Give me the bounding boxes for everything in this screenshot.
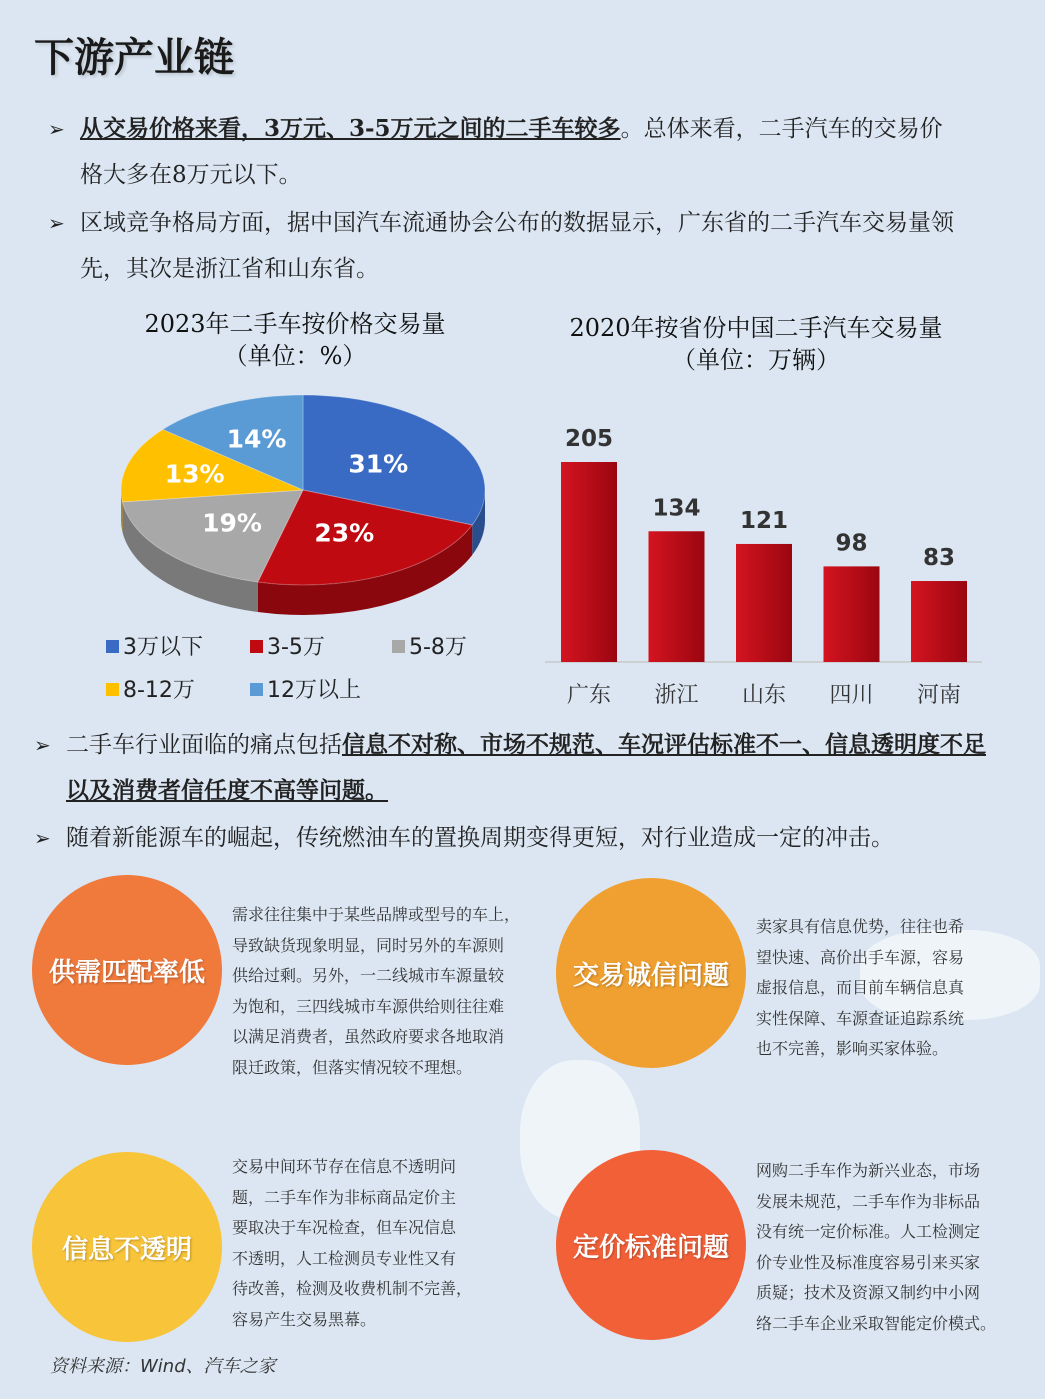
bullet-pain-highlight: 信息不对称、市场不规范、车况评估标准不一、信息透明度不足以及消费者信任度不高等问题。: [66, 731, 986, 804]
card-label: 定价标准问题: [572, 1232, 729, 1263]
bar-data-label: 205: [564, 426, 614, 452]
card-circle-pricing: [556, 1150, 746, 1340]
card-label: 信息不透明: [61, 1234, 192, 1265]
bullet-price-rest: 。总体来看，二手汽车的交易价格大多在8万元以下。: [80, 116, 943, 188]
legend-swatch: [106, 683, 119, 696]
bar-0: [561, 462, 617, 662]
bar-category-label: 四川: [829, 683, 874, 708]
arrow-bullet-icon: ➢: [34, 733, 51, 757]
arrow-bullet-icon: ➢: [48, 117, 65, 141]
card-line: 也不完善，影响买家体验。: [756, 1039, 949, 1058]
bullet-nev-text: 随着新能源车的崛起，传统燃油车的置换周期变得更短，对行业造成一定的冲击。: [66, 825, 894, 851]
bar-data-label: 98: [835, 530, 868, 557]
card-line: 题，二手车作为非标商品定价主: [232, 1187, 457, 1207]
card-line: 要取决于车况检查，但车况信息: [232, 1218, 457, 1237]
bullet-price: [48, 106, 960, 198]
legend-swatch: [250, 683, 263, 696]
card-line: 发展未规范，二手车作为非标品: [756, 1191, 981, 1211]
pie-chart-title: 2023年二手车按价格交易量: [144, 310, 446, 338]
legend-item-3wan-below: [106, 630, 203, 661]
pie-chart: [110, 385, 500, 625]
card-line: 虚报信息，而目前车辆信息真: [756, 978, 965, 997]
pie-data-label: 31%: [348, 449, 409, 479]
pie-data-label: 14%: [226, 424, 287, 454]
card-line: 为饱和，三四线城市车源供给则往往难: [232, 996, 505, 1016]
card-circle-opacity: [32, 1152, 222, 1342]
bar-category-label: 河南: [916, 683, 962, 708]
legend-item-5-8wan: [392, 630, 467, 661]
card-text-opacity: [232, 1152, 532, 1335]
card-line: 待改善，检测及收费机制不完善，: [232, 1279, 473, 1298]
bar-2: [736, 544, 792, 662]
card-line: 质疑；技术及资源又制约中小网: [756, 1283, 981, 1302]
legend-item-12wan-above: [250, 673, 361, 704]
legend-item-3-5wan: [250, 630, 325, 661]
page-title: 下游产业链: [34, 35, 234, 81]
card-line: 网购二手车作为新兴业态，市场: [756, 1161, 981, 1180]
arrow-bullet-icon: ➢: [34, 826, 51, 850]
card-line: 供给过剩。另外，一二线城市车源量较: [232, 966, 505, 985]
bar-category-label: 浙江: [654, 683, 699, 708]
card-line: 限迁政策，但落实情况较不理想。: [232, 1057, 473, 1077]
card-line: 卖家具有信息优势，往往也希: [756, 917, 965, 936]
card-line: 需求往往集中于某些品牌或型号的车上，: [232, 905, 521, 924]
bar-data-label: 134: [652, 495, 701, 522]
legend-swatch: [392, 640, 405, 653]
legend-label: 3-5万: [267, 635, 325, 660]
bullet-region-text: 区域竞争格局方面，据中国汽车流通协会公布的数据显示，广东省的二手汽车交易量领先，其次是浙江省和山东省。: [80, 210, 954, 282]
card-line: 不透明，人工检测员专业性又有: [232, 1248, 457, 1268]
card-line: 望快速、高价出手车源，容易: [756, 947, 965, 967]
bullet-region: [48, 200, 970, 292]
bar-category-label: 山东: [741, 683, 787, 708]
pie-chart-title-block: [120, 308, 470, 372]
legend-label: 5-8万: [409, 635, 467, 660]
bar-chart-title: 2020年按省份中国二手汽车交易量: [569, 314, 943, 342]
card-label: 供需匹配率低: [48, 957, 205, 988]
pie-data-label: 13%: [164, 459, 225, 489]
legend-swatch: [250, 640, 263, 653]
card-circle-supply-demand: [32, 875, 222, 1065]
bar-chart: [540, 410, 990, 710]
card-line: 实性保障、车源查证追踪系统: [756, 1008, 965, 1028]
card-line: 容易产生交易黑幕。: [232, 1309, 377, 1329]
card-text-supply-demand: [232, 900, 552, 1083]
pie-chart-subtitle: （单位：%）: [223, 342, 367, 370]
bar-4: [911, 581, 967, 662]
bar-3: [824, 566, 880, 662]
card-text-pricing: [756, 1156, 1036, 1339]
pie-top: [121, 395, 485, 585]
legend-label: 12万以上: [267, 678, 361, 703]
bar-chart-subtitle: （单位：万辆）: [672, 346, 840, 374]
bullet-nev: [34, 815, 1026, 861]
bar-1: [649, 531, 705, 662]
bullet-price-highlight: 从交易价格来看，3万元、3-5万元之间的二手车较多: [80, 115, 621, 142]
card-line: 导致缺货现象明显，同时另外的车源则: [232, 935, 505, 955]
card-line: 以满足消费者，虽然政府要求各地取消: [232, 1027, 505, 1046]
legend-item-8-12wan: [106, 673, 195, 704]
card-line: 交易中间环节存在信息不透明问: [232, 1157, 457, 1176]
legend-label: 3万以下: [123, 635, 203, 660]
bar-category-label: 广东: [566, 683, 612, 708]
bar-data-label: 121: [739, 507, 789, 534]
arrow-bullet-icon: ➢: [48, 211, 65, 235]
card-line: 络二手车企业采取智能定价模式。: [756, 1313, 997, 1333]
card-text-trust: [756, 912, 1026, 1065]
card-line: 价专业性及标准度容易引来买家: [756, 1252, 981, 1272]
bar-data-label: 83: [922, 545, 956, 572]
pie-data-label: 23%: [314, 518, 375, 548]
source-note: 资料来源：Wind、汽车之家: [50, 1356, 276, 1377]
card-line: 没有统一定价标准。人工检测定: [756, 1222, 981, 1241]
bar-chart-title-block: [546, 312, 966, 376]
bullet-pain-points: [34, 722, 1006, 814]
bullet-pain-plain: 二手车行业面临的痛点包括: [66, 732, 342, 758]
legend-label: 8-12万: [123, 678, 195, 703]
card-label: 交易诚信问题: [572, 960, 729, 991]
card-circle-trust: [556, 878, 746, 1068]
legend-swatch: [106, 640, 119, 653]
pie-legend: [106, 630, 526, 710]
pie-data-label: 19%: [202, 508, 262, 538]
